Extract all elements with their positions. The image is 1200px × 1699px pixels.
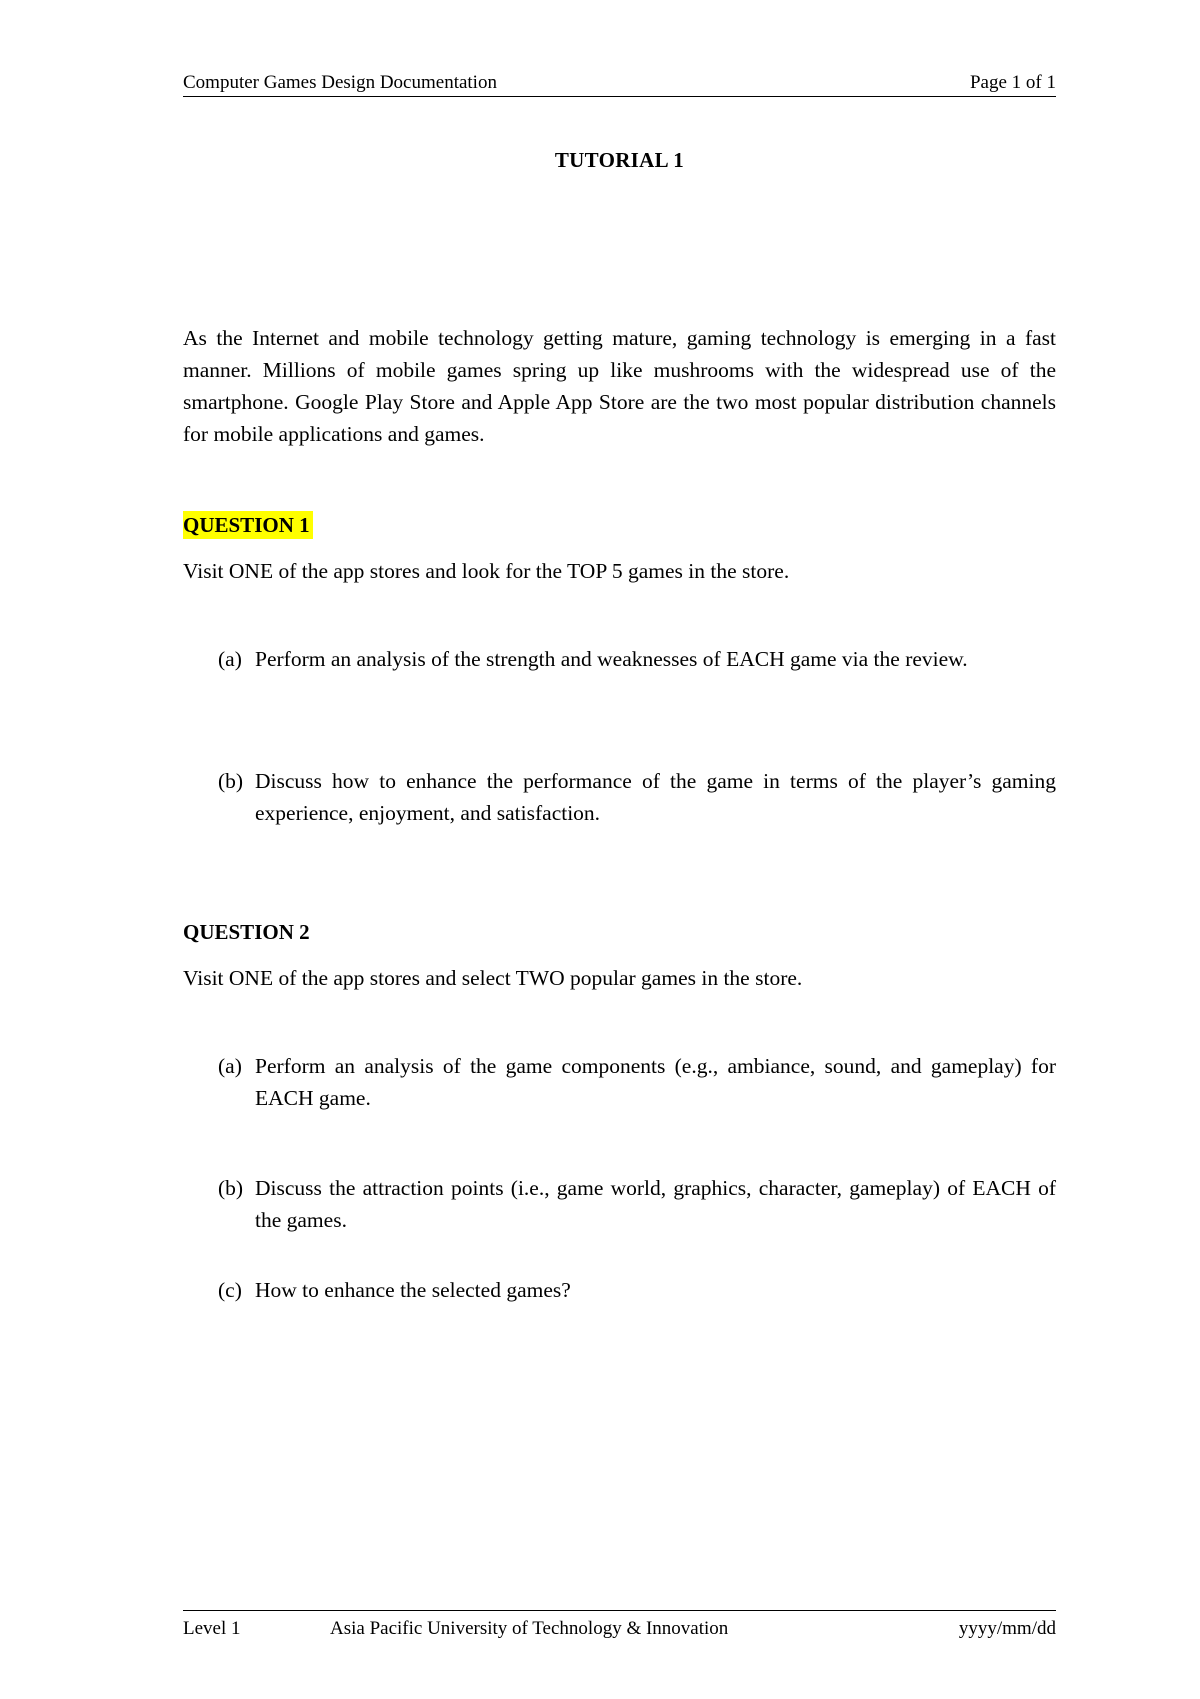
item-marker: (b) xyxy=(218,1176,244,1200)
footer-level: Level 1 xyxy=(183,1618,241,1639)
question-2-item-a xyxy=(218,1050,1056,1114)
question-1-item-b xyxy=(218,765,1056,829)
page-footer xyxy=(183,1610,1056,1639)
item-text: Perform an analysis of the game components (e.g., ambiance, sound, and gameplay) for EACH game. xyxy=(255,1054,1056,1110)
tutorial-title: TUTORIAL 1 xyxy=(554,148,685,172)
intro-paragraph: As the Internet and mobile technology getting mature, gaming technology is emerging in a fast manner. Millions of mobile games spring up like mushrooms with the widespread use of the smartphone. Google Play Store and Apple App Store are the two most popular distribution channels for mobile applications and games. xyxy=(183,326,1056,446)
question-2-item-c xyxy=(218,1274,1056,1306)
footer-date: yyyy/mm/dd xyxy=(958,1618,1056,1639)
item-marker: (b) xyxy=(218,769,244,793)
question-1-lead: Visit ONE of the app stores and look for the TOP 5 games in the store. xyxy=(183,559,790,583)
question-2-item-b xyxy=(218,1172,1056,1236)
question-1-item-a xyxy=(218,643,1056,675)
footer-university: Asia Pacific University of Technology & Innovation xyxy=(330,1618,729,1639)
header-page-info: Page 1 of 1 xyxy=(969,72,1056,93)
question-2-heading: QUESTION 2 xyxy=(183,920,310,944)
item-text: How to enhance the selected games? xyxy=(255,1278,571,1302)
question-2-lead: Visit ONE of the app stores and select TWO popular games in the store. xyxy=(183,966,803,990)
item-text: Discuss how to enhance the performance of the game in terms of the player’s gaming experience, enjoyment, and satisfaction. xyxy=(255,769,1056,825)
item-marker: (c) xyxy=(218,1278,242,1302)
question-1-heading: QUESTION 1 xyxy=(183,511,313,539)
item-marker: (a) xyxy=(218,647,242,671)
page-header xyxy=(183,72,1056,97)
header-doc-title: Computer Games Design Documentation xyxy=(183,72,497,93)
item-text: Discuss the attraction points (i.e., game world, graphics, character, gameplay) of EACH of the games. xyxy=(255,1176,1056,1232)
item-marker: (a) xyxy=(218,1054,242,1078)
item-text: Perform an analysis of the strength and weaknesses of EACH game via the review. xyxy=(255,647,968,671)
